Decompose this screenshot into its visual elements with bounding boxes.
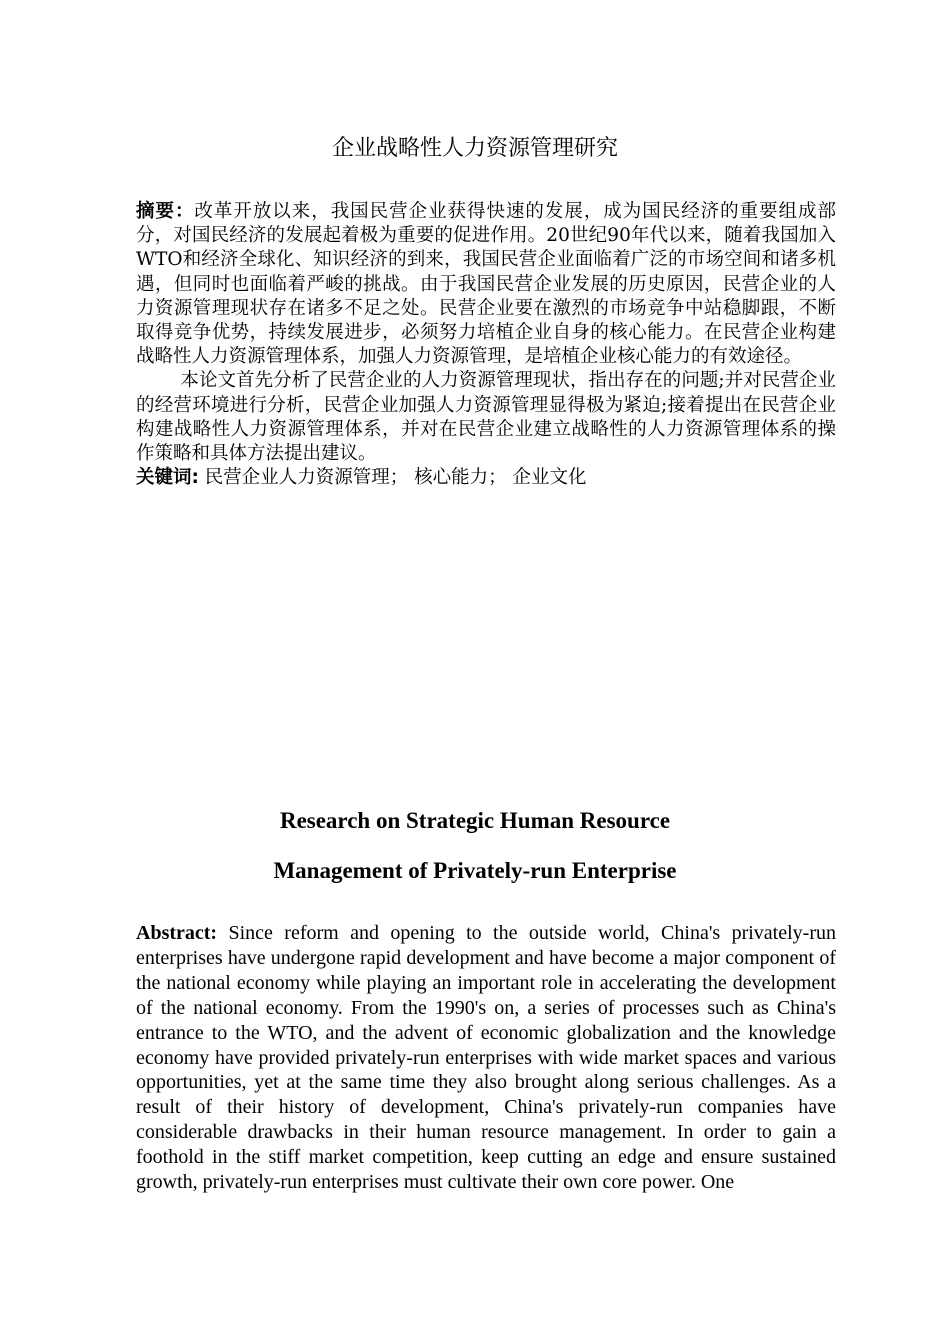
chinese-abstract-label: 摘要： (136, 201, 195, 222)
chinese-keywords-text: 民营企业人力资源管理； 核心能力； 企业文化 (198, 467, 587, 489)
chinese-keywords (136, 466, 836, 490)
english-abstract-text: Since reform and opening to the outside world, China's privately-run enterprises have undergone rapid development and have become a major component of the national economy while playing an important role in accelerating the development of the national economy. From the 1990's on, a series of processes such as China's entrance to the WTO, and the advent of economic globalization and the knowledge economy have provided privately-run enterprises with wide market spaces and various opportunities, yet at the same time they also brought along serious challenges. As a result of their history of development, China's privately-run companies have considerable drawbacks in their human resource management. In order to gain a foothold in the stiff market competition, keep cutting an edge and ensure sustained growth, privately-run enterprises must cultivate their own core power. One (136, 922, 836, 1194)
english-abstract-paragraph (136, 921, 836, 1195)
chinese-abstract (136, 200, 836, 490)
english-abstract-label: Abstract: (136, 922, 218, 944)
chinese-abstract-paragraph-1 (136, 200, 836, 369)
chinese-abstract-text-1: 改革开放以来，我国民营企业获得快速的发展，成为国民经济的重要组成部分，对国民经济的发展起着极为重要的促进作用。20世纪90年代以来，随着我国加入WTO和经济全球化、知识经济的到来，我国民营企业面临着广泛的市场空间和诸多机遇，但同时也面临着严峻的挑战。由于我国民营企业发展的历史原因，民营企业的人力资源管理现状存在诸多不足之处。民营企业要在激烈的市场竞争中站稳脚跟，不断取得竞争优势，持续发展进步，必须努力培植企业自身的核心能力。在民营企业构建战略性人力资源管理体系，加强人力资源管理，是培植企业核心能力的有效途径。 (136, 201, 836, 368)
chinese-keywords-label: 关键词: (136, 467, 199, 489)
english-title-line-2: Management of Privately-run Enterprise (273, 858, 677, 883)
chinese-title: 企业战略性人力资源管理研究 (331, 136, 618, 161)
chinese-abstract-paragraph-2: 本论文首先分析了民营企业的人力资源管理现状，指出存在的问题;并对民营企业的经营环境进行分析，民营企业加强人力资源管理显得极为紧迫;接着提出在民营企业构建战略性人力资源管理体系，并对在民营企业建立战略性的人力资源管理体系的操作策略和具体方法提出建议。 (136, 370, 836, 465)
english-title-line-1: Research on Strategic Human Resource (279, 808, 671, 833)
english-abstract (136, 921, 836, 1195)
